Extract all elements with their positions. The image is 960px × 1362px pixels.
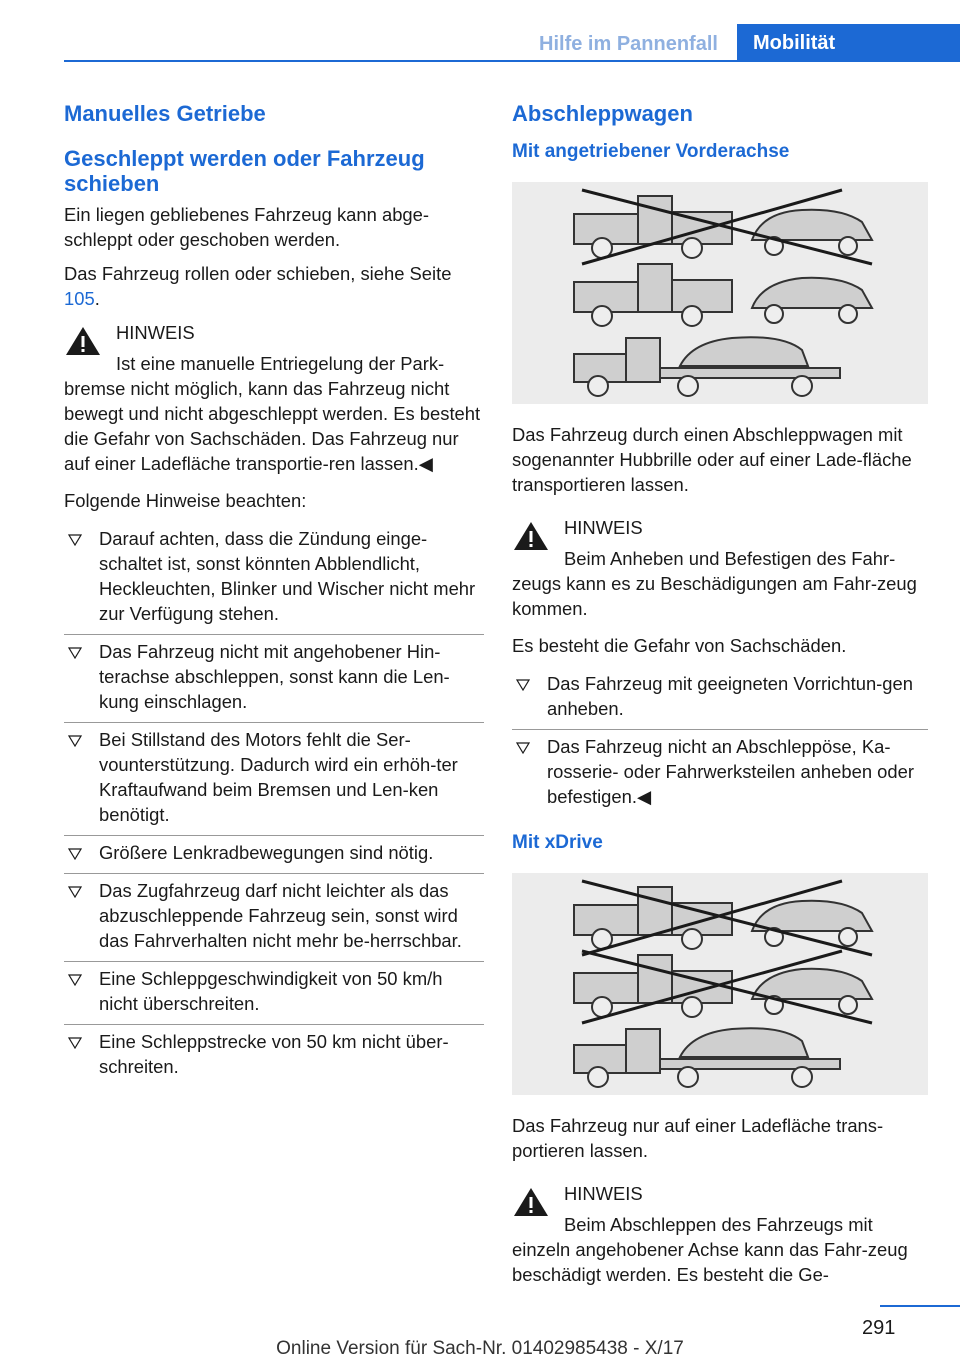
warning-note: [64, 320, 484, 476]
warning-note: [512, 515, 928, 621]
note-title: HINWEIS: [116, 322, 195, 343]
list-item-text: Das Fahrzeug nicht an Abschleppöse, Ka‐rosserie- oder Fahrwerksteilen anheben oder befestigen.◀: [547, 736, 914, 807]
paragraph-sachschaeden: Es besteht die Gefahr von Sachschäden.: [512, 635, 847, 656]
list-item-text: Das Zugfahrzeug darf nicht leichter als das abzuschleppende Fahrzeug sein, sonst wird das Fahrverhalten nicht mehr be‐herrschbar.: [99, 880, 462, 951]
list-item-text: Das Fahrzeug mit geeigneten Vorrichtun‐gen anheben.: [547, 673, 913, 719]
online-version-note: Online Version für Sach-Nr. 01402985438 - X/17: [276, 1338, 684, 1359]
list-item: [64, 874, 484, 962]
warning-icon: [512, 519, 550, 553]
list-item: [64, 836, 484, 874]
list-item-text: Eine Schleppstrecke von 50 km nicht über‐schreiten.: [99, 1031, 449, 1077]
triangle-bullet-icon: [68, 886, 82, 898]
list-item: [512, 730, 928, 817]
page-number: 291: [862, 1317, 896, 1339]
list-item-text: Bei Stillstand des Motors fehlt die Ser‐vounterstützung. Dadurch wird ein erhöh‐ter Kraftaufwand beim Bremsen und Len‐ken benötigt.: [99, 729, 458, 825]
towing-illustration-xdrive: [512, 873, 928, 1095]
note-title: HINWEIS: [564, 517, 643, 538]
footer-rule: [880, 1305, 960, 1307]
list-item: [64, 723, 484, 836]
section-heading-abschleppwagen: Abschleppwagen: [512, 101, 693, 126]
anheben-list: [512, 667, 928, 817]
section-heading-manuelles-getriebe: Manuelles Getriebe: [64, 101, 266, 126]
paragraph-abschleppwagen: Das Fahrzeug durch einen Abschleppwagen mit sogenannter Hubbrille oder auf einer Lade‐fläche transportieren lassen.: [512, 424, 912, 495]
list-item-text: Darauf achten, dass die Zündung einge‐schaltet ist, sonst könnten Abblendlicht, Heckleuchten, Blinker und Wischer nicht mehr zur Verfügung stehen.: [99, 528, 476, 624]
list-item-text: Größere Lenkradbewegungen sind nötig.: [99, 842, 434, 863]
subheading-xdrive: Mit xDrive: [512, 832, 603, 853]
triangle-bullet-icon: [68, 1037, 82, 1049]
triangle-bullet-icon: [68, 974, 82, 986]
triangle-bullet-icon: [516, 679, 530, 691]
tab-hilfe-im-pannenfall[interactable]: Hilfe im Pannenfall: [539, 33, 718, 55]
note-title: HINWEIS: [564, 1183, 643, 1204]
header-rule: [64, 60, 960, 62]
note-text: Beim Anheben und Befestigen des Fahr‐zeugs kann es zu Beschädigungen am Fahr‐zeug kommen.: [512, 548, 917, 619]
warning-icon: [64, 324, 102, 358]
list-item: [64, 522, 484, 635]
warning-note: [512, 1181, 928, 1287]
list-item: [512, 667, 928, 730]
tab-mobilitaet[interactable]: Mobilität: [737, 24, 960, 62]
tow-truck-illustration: [512, 873, 928, 1095]
tow-truck-illustration: [512, 182, 928, 404]
paragraph-end: .: [94, 288, 100, 309]
triangle-bullet-icon: [68, 848, 82, 860]
triangle-bullet-icon: [68, 647, 82, 659]
list-item: [64, 1025, 484, 1087]
intro-hinweise: Folgende Hinweise beachten:: [64, 490, 307, 511]
list-item: [64, 635, 484, 723]
warning-icon: [512, 1185, 550, 1219]
towing-illustration-front-axle: [512, 182, 928, 404]
triangle-bullet-icon: [68, 735, 82, 747]
right-column: [512, 100, 928, 1299]
subheading-vorderachse: Mit angetriebener Vorderachse: [512, 141, 790, 162]
note-text: Ist eine manuelle Entriegelung der Park‐bremse nicht möglich, kann das Fahrzeug nicht bewegt und nicht abgeschleppt werden. Es besteht die Gefahr von Sachschäden. Das Fahrzeug nur auf einer Ladefläche transportie‐ren lassen.◀: [64, 353, 481, 474]
paragraph-rollen-schieben: [64, 261, 484, 311]
list-item: [64, 962, 484, 1025]
subheading-geschleppt: Geschleppt werden oder Fahrzeug schieben: [64, 146, 425, 196]
list-item-text: Eine Schleppgeschwindigkeit von 50 km/h nicht überschreiten.: [99, 968, 443, 1014]
list-item-text: Das Fahrzeug nicht mit angehobener Hin‐terachse abschleppen, sonst kann die Len‐kung einschlagen.: [99, 641, 450, 712]
triangle-bullet-icon: [68, 534, 82, 546]
hinweise-list: [64, 522, 484, 1087]
page-link-105[interactable]: 105: [64, 288, 95, 309]
triangle-bullet-icon: [516, 742, 530, 754]
paragraph-text: Das Fahrzeug rollen oder schieben, siehe Seite: [64, 263, 452, 284]
note-text: Beim Abschleppen des Fahrzeugs mit einzeln angehobener Achse kann das Fahr‐zeug beschädigt werden. Es besteht die Ge‐: [512, 1214, 908, 1285]
paragraph-ladeflaeche: Das Fahrzeug nur auf einer Ladefläche trans‐portieren lassen.: [512, 1115, 884, 1161]
paragraph-liegen-gebliebenes: Ein liegen gebliebenes Fahrzeug kann abge‐schleppt oder geschoben werden.: [64, 204, 430, 250]
left-column: [64, 100, 484, 1101]
